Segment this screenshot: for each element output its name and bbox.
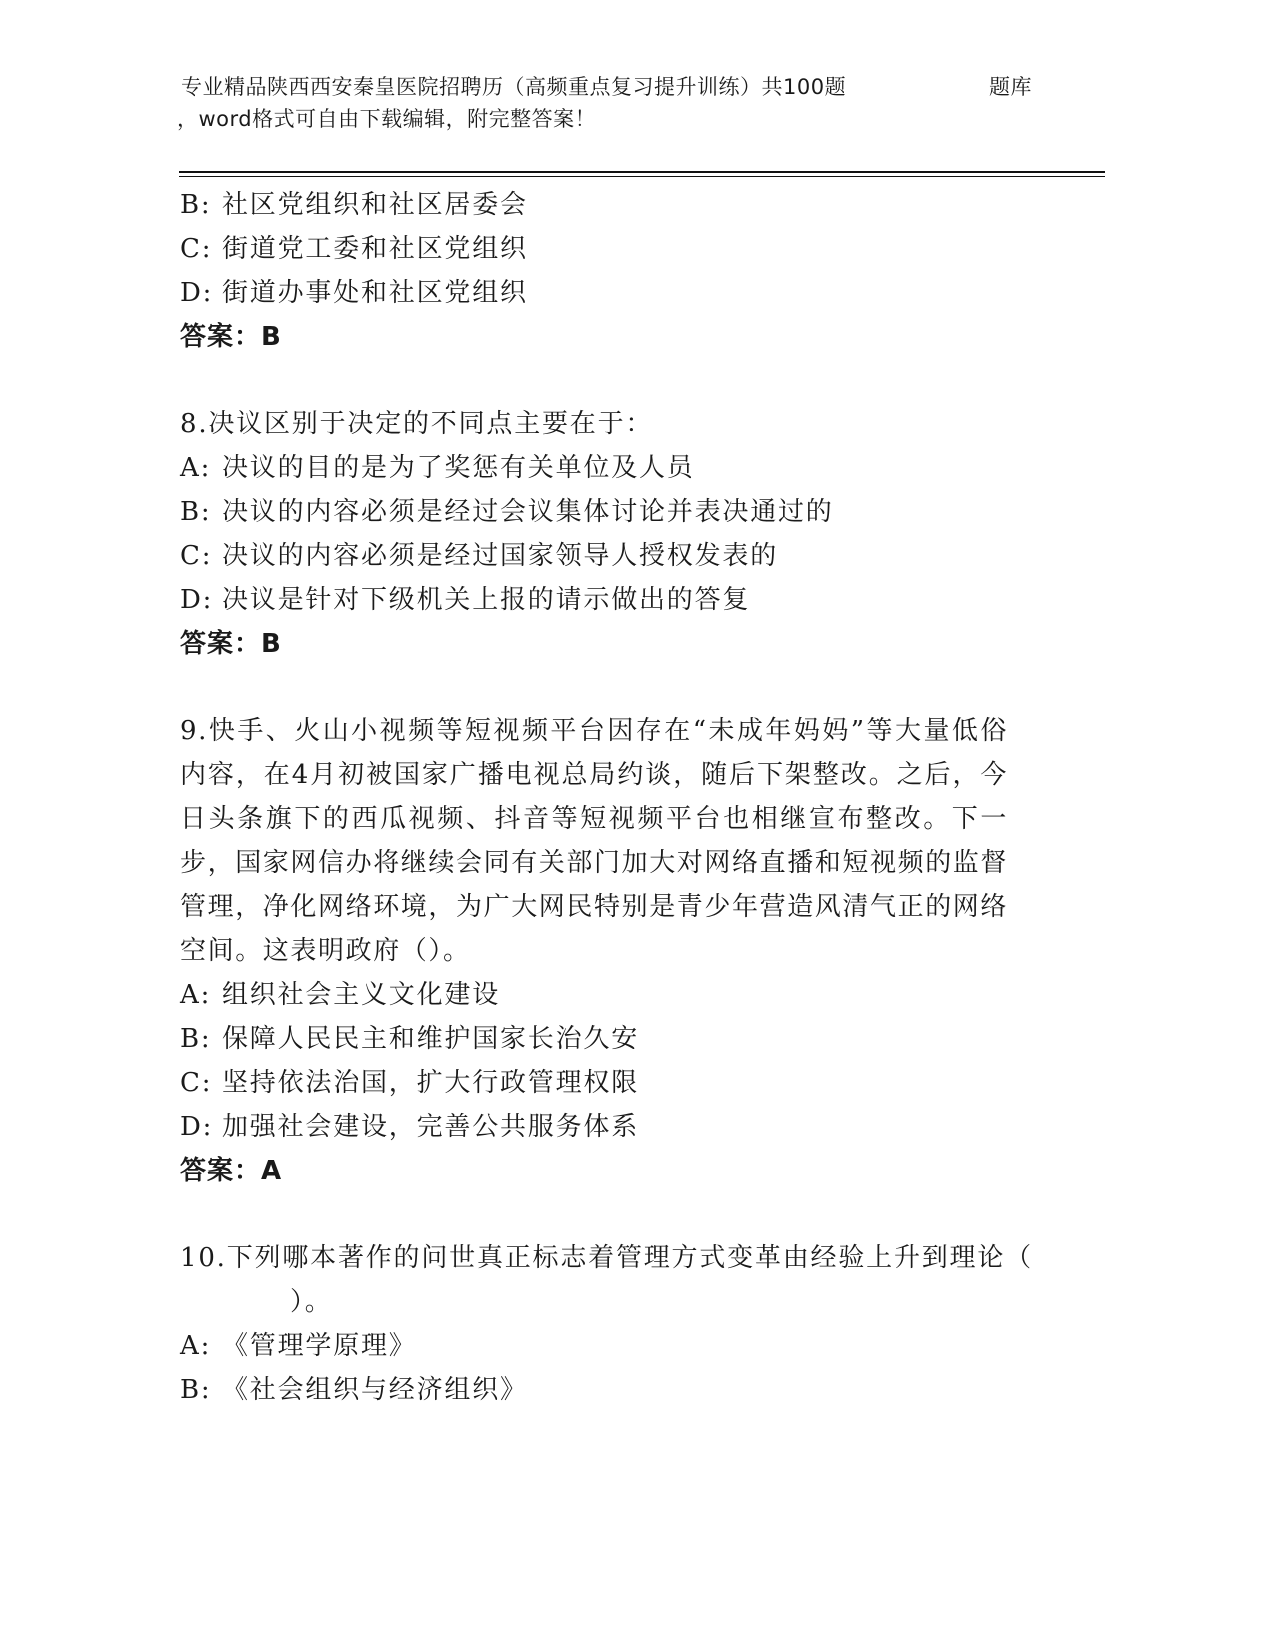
option-letter: B: bbox=[180, 1024, 212, 1054]
option-letter: B: bbox=[180, 497, 212, 527]
question-stem: 8.决议区别于决定的不同点主要在于： bbox=[180, 409, 654, 439]
option-letter: C: bbox=[180, 1068, 213, 1098]
question-stem: 9.快手、火山小视频等短视频平台因存在“未成年妈妈”等大量低俗内容，在4月初被国家广播电视总局约谈，随后下架整改。之后，今日头条旗下的西瓜视频、抖音等短视频平台也相继宣布整改。下一步，国家网信办将继续会同有关部门加大对网络直播和短视频的监督管理，净化网络环境，为广大网民特别是青少年营造风清气正的网络空间。这表明政府（）。 bbox=[180, 716, 1009, 966]
option-row bbox=[180, 973, 1020, 1017]
option-text: 组织社会主义文化建设 bbox=[222, 980, 501, 1010]
option-text: 街道党工委和社区党组织 bbox=[222, 234, 528, 264]
answer-line: 答案：B bbox=[180, 629, 282, 659]
option-text: 加强社会建设，完善公共服务体系 bbox=[222, 1112, 640, 1142]
option-letter: A: bbox=[180, 1331, 212, 1361]
answer-line: 答案：B bbox=[180, 322, 282, 352]
header-divider bbox=[179, 171, 1105, 177]
header-subtitle: ，word格式可自由下载编辑，附完整答案！ bbox=[177, 107, 597, 131]
option-text: 保障人民民主和维护国家长治久安 bbox=[222, 1024, 640, 1054]
option-row bbox=[180, 578, 1020, 622]
option-text: 坚持依法治国，扩大行政管理权限 bbox=[222, 1068, 640, 1098]
option-row bbox=[180, 446, 1020, 490]
option-letter: D: bbox=[180, 585, 214, 615]
option-text: 决议的内容必须是经过会议集体讨论并表决通过的 bbox=[222, 497, 834, 527]
option-row bbox=[180, 1324, 1020, 1368]
option-row bbox=[180, 227, 1020, 271]
option-row bbox=[180, 1017, 1020, 1061]
question-content bbox=[180, 183, 1033, 1412]
option-letter: B: bbox=[180, 1375, 212, 1405]
option-letter: B: bbox=[180, 190, 212, 220]
option-letter: D: bbox=[180, 278, 214, 308]
question-stem: 10.下列哪本著作的问世真正标志着管理方式变革由经验上升到理论（ bbox=[180, 1243, 1033, 1273]
option-row bbox=[180, 183, 1020, 227]
option-row bbox=[180, 1061, 1020, 1105]
question-stem-continued: ）。 bbox=[290, 1287, 333, 1317]
option-letter: C: bbox=[180, 541, 213, 571]
option-text: 《管理学原理》 bbox=[222, 1331, 417, 1361]
header-title: 专业精品陕西西安秦皇医院招聘历（高频重点复习提升训练）共100题 bbox=[181, 75, 847, 99]
option-text: 《社会组织与经济组织》 bbox=[222, 1375, 528, 1405]
option-text: 决议的内容必须是经过国家领导人授权发表的 bbox=[222, 541, 779, 571]
header-tag: 题库 bbox=[989, 75, 1032, 99]
option-text: 决议是针对下级机关上报的请示做出的答复 bbox=[222, 585, 751, 615]
option-text: 社区党组织和社区居委会 bbox=[222, 190, 528, 220]
option-row bbox=[180, 490, 1020, 534]
page-header bbox=[177, 70, 1105, 134]
option-letter: C: bbox=[180, 234, 213, 264]
option-letter: A: bbox=[180, 453, 212, 483]
option-letter: A: bbox=[180, 980, 212, 1010]
option-row bbox=[180, 271, 1020, 315]
option-row bbox=[180, 1368, 1020, 1412]
answer-line: 答案：A bbox=[180, 1156, 283, 1186]
option-text: 街道办事处和社区党组织 bbox=[222, 278, 528, 308]
option-letter: D: bbox=[180, 1112, 214, 1142]
option-text: 决议的目的是为了奖惩有关单位及人员 bbox=[222, 453, 695, 483]
option-row bbox=[180, 534, 1020, 578]
option-row bbox=[180, 1105, 1020, 1149]
